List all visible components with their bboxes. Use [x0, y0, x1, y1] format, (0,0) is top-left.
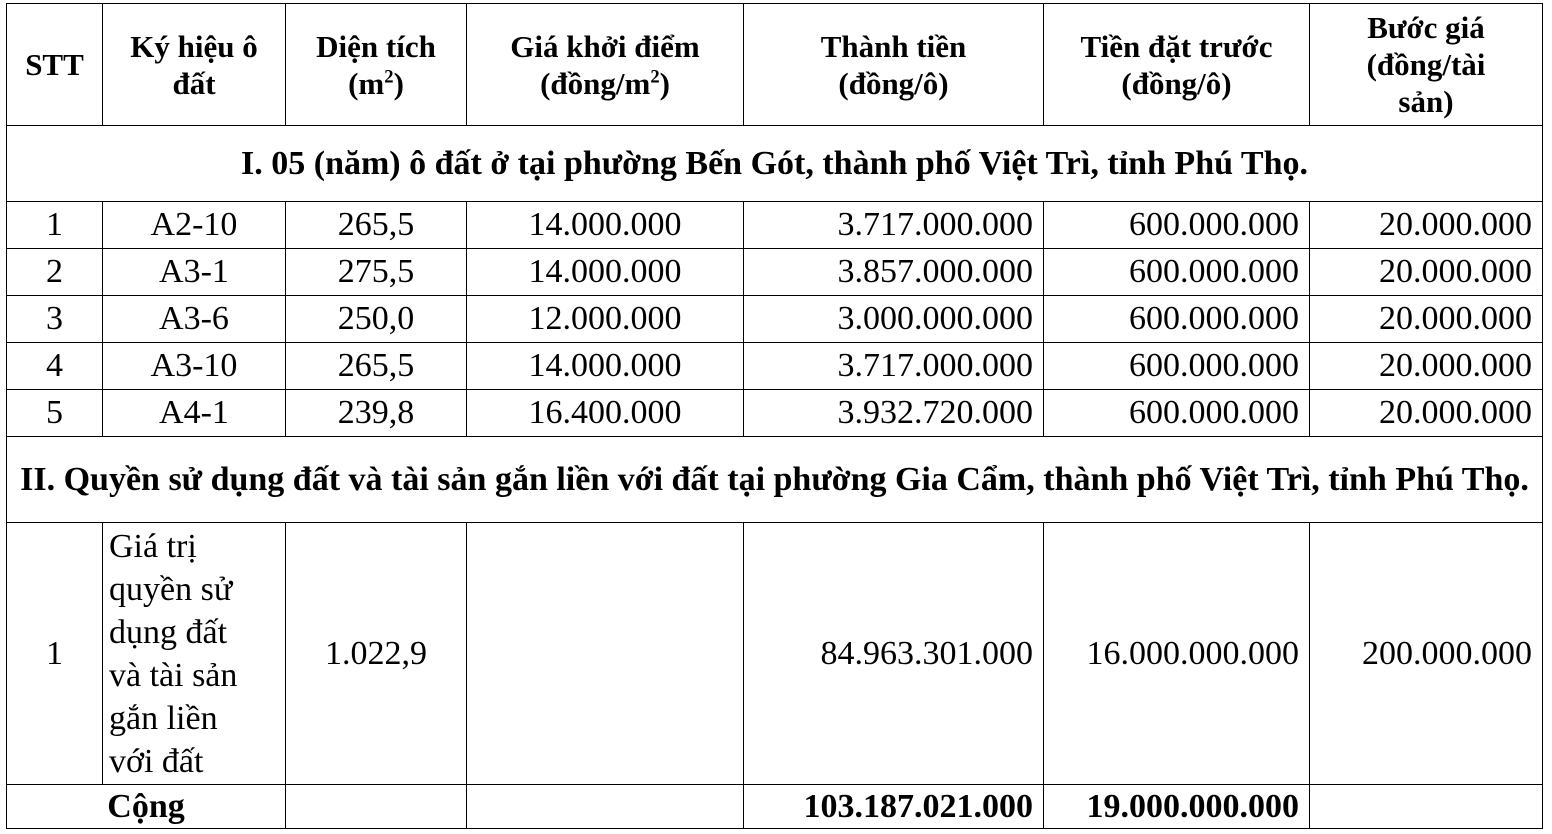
header-dien-tich-sup: 2	[384, 66, 394, 88]
cell-gia: 14.000.000	[467, 202, 744, 249]
cell-buoc-gia: 20.000.000	[1310, 249, 1543, 296]
cell-gia	[467, 523, 744, 785]
cell-buoc-gia: 20.000.000	[1310, 202, 1543, 249]
cell-ky-hieu: A3-6	[103, 296, 286, 343]
section-2-row	[7, 437, 1543, 523]
total-buoc-gia	[1310, 785, 1543, 829]
cell-stt: 5	[7, 390, 103, 437]
header-thanh-tien-text: Thành tiền (đồng/ô)	[820, 28, 967, 101]
total-dien-tich	[286, 785, 467, 829]
cell-thanh-tien: 3.717.000.000	[744, 202, 1044, 249]
header-ky-hieu-text: Ký hiệu ô đất	[130, 28, 258, 101]
cell-dien-tich: 275,5	[286, 249, 467, 296]
cell-ky-hieu: A3-1	[103, 249, 286, 296]
cell-gia: 14.000.000	[467, 249, 744, 296]
cell-stt: 4	[7, 343, 103, 390]
cell-ky-hieu: A4-1	[103, 390, 286, 437]
cell-gia: 12.000.000	[467, 296, 744, 343]
cell-ky-hieu: A2-10	[103, 202, 286, 249]
cell-tien-dat-truoc: 16.000.000.000	[1044, 523, 1310, 785]
cell-buoc-gia: 20.000.000	[1310, 296, 1543, 343]
header-ky-hieu	[103, 4, 286, 126]
cell-tien-dat-truoc: 600.000.000	[1044, 343, 1310, 390]
header-dien-tich-line1: Diện tích	[316, 28, 436, 64]
cell-dien-tich: 239,8	[286, 390, 467, 437]
header-gia-khoi-diem	[467, 4, 744, 126]
header-gia-close: )	[659, 65, 670, 101]
table-row	[7, 296, 1543, 343]
cell-dien-tich: 265,5	[286, 202, 467, 249]
header-tien-dat-truoc-text: Tiền đặt trước (đồng/ô)	[1080, 28, 1273, 101]
header-gia-line1: Giá khởi điểm	[510, 28, 700, 64]
cell-dien-tich: 1.022,9	[286, 523, 467, 785]
header-dien-tich-line2	[348, 66, 404, 101]
cell-thanh-tien: 3.857.000.000	[744, 249, 1044, 296]
cell-ky-hieu: Giá trị quyền sử dụng đất và tài sản gắn liền với đất	[103, 523, 286, 785]
header-gia-unit: (đồng/m	[540, 65, 651, 101]
cell-dien-tich: 265,5	[286, 343, 467, 390]
auction-land-table	[6, 3, 1543, 829]
cell-stt: 1	[7, 523, 103, 785]
table-row	[7, 343, 1543, 390]
total-gia	[467, 785, 744, 829]
total-thanh-tien: 103.187.021.000	[744, 785, 1044, 829]
total-label: Cộng	[7, 785, 286, 829]
cell-stt: 2	[7, 249, 103, 296]
cell-stt: 1	[7, 202, 103, 249]
header-dien-tich	[286, 4, 467, 126]
cell-tien-dat-truoc: 600.000.000	[1044, 390, 1310, 437]
header-buoc-gia	[1310, 4, 1543, 126]
cell-tien-dat-truoc: 600.000.000	[1044, 202, 1310, 249]
header-row	[7, 4, 1543, 126]
section-1-title: I. 05 (năm) ô đất ở tại phường Bến Gót, thành phố Việt Trì, tỉnh Phú Thọ.	[7, 126, 1543, 202]
cell-buoc-gia: 20.000.000	[1310, 343, 1543, 390]
cell-buoc-gia: 20.000.000	[1310, 390, 1543, 437]
total-tien-dat-truoc: 19.000.000.000	[1044, 785, 1310, 829]
section-1-row	[7, 126, 1543, 202]
table-row	[7, 249, 1543, 296]
header-buoc-gia-text: Bước giá (đồng/tài sản)	[1366, 10, 1486, 119]
cell-thanh-tien: 3.932.720.000	[744, 390, 1044, 437]
cell-ky-hieu: A3-10	[103, 343, 286, 390]
cell-stt: 3	[7, 296, 103, 343]
header-tien-dat-truoc	[1044, 4, 1310, 126]
cell-tien-dat-truoc: 600.000.000	[1044, 249, 1310, 296]
cell-thanh-tien: 3.000.000.000	[744, 296, 1044, 343]
cell-gia: 14.000.000	[467, 343, 744, 390]
cell-tien-dat-truoc: 600.000.000	[1044, 296, 1310, 343]
header-stt: STT	[7, 4, 103, 126]
total-row	[7, 785, 1543, 829]
header-dien-tich-unit: (m	[348, 65, 385, 101]
cell-buoc-gia: 200.000.000	[1310, 523, 1543, 785]
header-gia-sup: 2	[650, 66, 660, 88]
cell-dien-tich: 250,0	[286, 296, 467, 343]
header-thanh-tien	[744, 4, 1044, 126]
table-row	[7, 523, 1543, 785]
header-gia-line2	[540, 66, 670, 101]
cell-gia: 16.400.000	[467, 390, 744, 437]
cell-thanh-tien: 3.717.000.000	[744, 343, 1044, 390]
header-dien-tich-close: )	[393, 65, 404, 101]
section-2-title: II. Quyền sử dụng đất và tài sản gắn liền với đất tại phường Gia Cẩm, thành phố Việt Trì, tỉnh Phú Thọ.	[7, 437, 1543, 523]
cell-thanh-tien: 84.963.301.000	[744, 523, 1044, 785]
table-row	[7, 202, 1543, 249]
table-row	[7, 390, 1543, 437]
